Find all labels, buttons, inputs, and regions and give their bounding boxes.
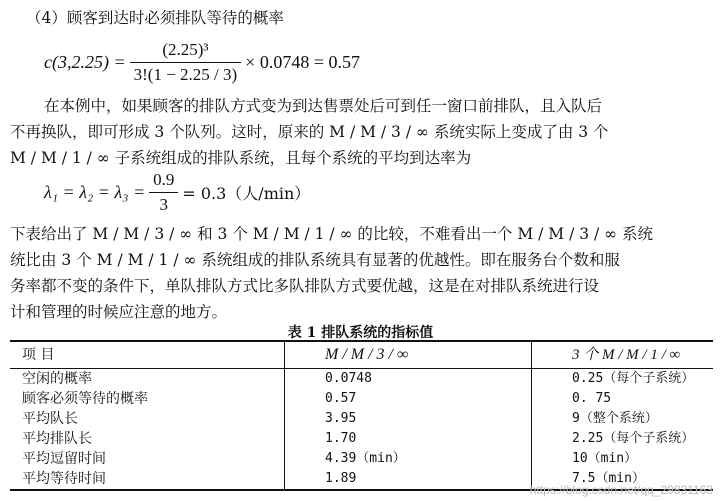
watermark: https://blog.csdn.net/qq_29831163	[529, 483, 713, 497]
formula2-numerator: 0.9	[153, 169, 175, 189]
formula-denominator: 3!(1 − 2.25 / 3)	[130, 62, 242, 85]
formula-numerator: (2.25)³	[162, 39, 209, 59]
header-mm3: M / M / 3 / ∞	[285, 341, 532, 369]
row-value-3mm1: 10（min）	[572, 451, 638, 466]
row-label: 平均队长	[10, 409, 285, 429]
table-header-row	[10, 341, 713, 369]
paragraph1-line3: M / M / 1 / ∞ 子系统组成的排队系统，且每个系统的平均到达率为	[10, 149, 472, 167]
formula2-fraction	[149, 170, 178, 215]
formula2-rhs: = 0.3（人/min）	[182, 183, 311, 203]
table-row	[10, 389, 713, 409]
header-3mm1: 3 个 M / M / 1 / ∞	[532, 341, 714, 369]
row-value-3mm1: 7.5（min）	[532, 469, 714, 490]
header-item: 项 目	[10, 341, 285, 369]
paragraph2-line1: 下表给出了 M / M / 3 / ∞ 和 3 个 M / M / 1 / ∞ 的比较，不难看出一个 M / M / 3 / ∞ 系统	[10, 225, 654, 243]
row-value-mm3: 1.70	[285, 429, 532, 449]
formula2-lhs: λ₁ = λ₂ = λ₃ =	[44, 181, 146, 202]
row-label: 空闲的概率	[10, 369, 285, 390]
row-value-3mm1: 2.25（每个子系统）	[572, 431, 695, 446]
row-value-mm3: 0.0748	[285, 369, 532, 390]
formula-arrival-rate	[44, 166, 310, 218]
row-value-3mm1: 9（整个系统）	[572, 411, 658, 426]
paragraph1-line1: 在本例中，如果顾客的排队方式变为到达售票处后可到任一窗口前排队，且入队后	[44, 97, 603, 115]
formula-lhs: c(3,2.25) =	[44, 51, 126, 72]
paragraph2-line4: 计和管理的时候应注意的地方。	[10, 303, 228, 321]
formula-rhs: × 0.0748 = 0.57	[245, 51, 360, 72]
section-heading: （4）顾客到达时必须排队等待的概率	[26, 9, 284, 27]
queue-metrics-table	[10, 340, 713, 491]
row-value-3mm1: 0.25（每个子系统）	[572, 371, 695, 386]
row-value-mm3: 1.89	[285, 469, 532, 490]
table-row	[10, 369, 713, 390]
row-value-3mm1: 0. 75	[572, 391, 612, 406]
table-row	[10, 429, 713, 449]
table-row	[10, 409, 713, 429]
formula-waiting-probability	[44, 36, 360, 88]
paragraph2-line2: 统比由 3 个 M / M / 1 / ∞ 系统组成的排队系统具有显著的优越性。即在服务台个数和服	[10, 251, 620, 269]
row-label: 顾客必须等待的概率	[10, 389, 285, 409]
row-label: 平均逗留时间	[10, 449, 285, 469]
formula-fraction	[130, 40, 242, 85]
paragraph1-line2: 不再换队，即可形成 3 个队列。这时，原来的 M / M / 3 / ∞ 系统实际上变成了由 3 个	[10, 123, 609, 141]
paragraph2-line3: 务率都不变的条件下，单队排队方式比多队排队方式要优越，这是在对排队系统进行设	[10, 277, 600, 295]
row-value-mm3: 0.57	[285, 389, 532, 409]
row-label: 平均排队长	[10, 429, 285, 449]
table-row	[10, 449, 713, 469]
table-caption: 表 1 排队系统的指标值	[287, 325, 434, 341]
formula2-denominator: 3	[149, 192, 178, 215]
row-value-mm3: 3.95	[285, 409, 532, 429]
row-label: 平均等待时间	[10, 469, 285, 490]
row-value-mm3: 4.39（min）	[285, 449, 532, 469]
